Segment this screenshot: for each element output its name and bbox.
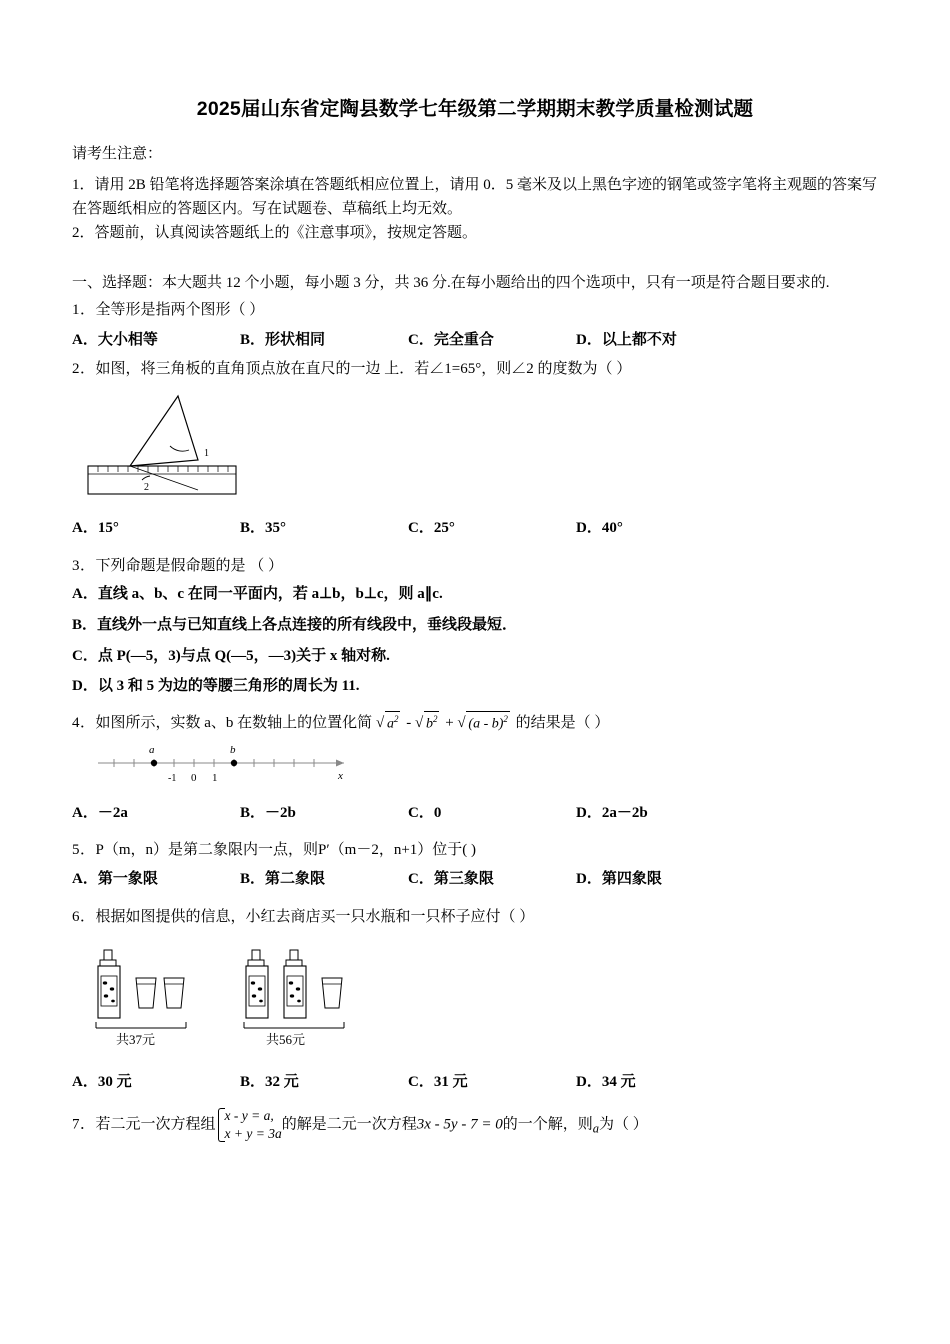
notice-item-2: 2．答题前，认真阅读答题纸上的《注意事项》，按规定答题。 xyxy=(72,225,478,242)
question-2-option-d: D．40° xyxy=(576,520,623,537)
question-5-options xyxy=(72,865,878,894)
question-5-text: P（m，n）是第二象限内一点，则P′（m－2，n+1）位于( ) xyxy=(95,842,477,859)
question-2-number: 2． xyxy=(72,361,96,378)
question-4-text-before: 如图所示，实数 a、b 在数轴上的位置化简 xyxy=(95,715,373,732)
question-4-text-after: 的结果是（ ） xyxy=(515,715,610,732)
notice-item-1: 1．请用 2B 铅笔将选择题答案涂填在答题纸相应位置上，请用 0．5 毫米及以上黑色字迹的钢笔或签字笔将主观题的答案写在答题纸相应的答题区内。写在试题卷、草稿纸上均无效。 xyxy=(72,176,878,217)
question-6-text: 根据如图提供的信息，小红去商店买一只水瓶和一只杯子应付（ ） xyxy=(95,908,535,925)
question-1-option-b: B．形状相同 xyxy=(240,331,326,348)
question-2-option-b: B．35° xyxy=(240,520,287,537)
label-b: b xyxy=(230,743,236,756)
question-4-option-a: A．－2a xyxy=(72,804,128,821)
question-4-number: 4． xyxy=(72,715,96,732)
question-2-text: 如图，将三角板的直角顶点放在直尺的一边 上．若∠1=65°，则∠2 的度数为（ ） xyxy=(95,361,632,378)
label-one: 1 xyxy=(212,771,218,784)
question-4-figure xyxy=(94,741,394,797)
question-3-option-a: A．直线 a、b、c 在同一平面内，若 a⊥b，b⊥c，则 a∥c. xyxy=(72,586,443,603)
question-4-option-b: B．－2b xyxy=(240,804,296,821)
angle-2-label: 2 xyxy=(144,482,149,494)
question-6-option-d: D．34 元 xyxy=(576,1074,636,1091)
section-heading: 一、选择题：本大题共 12 个小题，每小题 3 分，共 36 分.在每小题给出的四个选项中，只有一项是符合题目要求的. xyxy=(72,275,830,292)
notice-heading: 请考生注意： xyxy=(72,146,163,163)
label-neg1: -1 xyxy=(168,772,177,784)
page-title: 2025届山东省定陶县数学七年级第二学期期末教学质量检测试题 xyxy=(196,98,754,120)
question-5-option-a: A．第一象限 xyxy=(72,871,158,888)
angle-1-label: 1 xyxy=(204,448,209,460)
label-a: a xyxy=(149,743,155,756)
question-7-system xyxy=(216,1107,282,1143)
question-4-option-d: D．2a－2b xyxy=(576,804,648,821)
question-1-options xyxy=(72,326,878,355)
question-3-option-b: B．直线外一点与已知直线上各点连接的所有线段中，垂线段最短． xyxy=(72,616,518,633)
question-7-variable: a xyxy=(592,1121,599,1136)
minus-sign-1: - xyxy=(406,715,412,732)
plus-sign-1: + xyxy=(445,715,454,732)
system-line-1: x - y = a, xyxy=(224,1107,274,1123)
question-1-option-a: A．大小相等 xyxy=(72,331,158,348)
question-2-figure xyxy=(86,388,286,508)
question-7-text-after: 的一个解，则 xyxy=(502,1116,593,1133)
question-2-option-c: C．25° xyxy=(408,520,455,537)
question-3-number: 3． xyxy=(72,557,96,574)
question-7-text-end: 为（ ） xyxy=(598,1116,648,1133)
sqrt-a-squared: √ $a^2$ xyxy=(376,711,403,737)
number-line-diagram xyxy=(94,741,394,797)
question-7-text-before: 若二元一次方程组 xyxy=(95,1116,216,1133)
question-6-option-c: C．31 元 xyxy=(408,1074,468,1091)
question-7-number: 7． xyxy=(72,1116,96,1133)
question-5-option-b: B．第二象限 xyxy=(240,871,326,888)
question-6-options xyxy=(72,1068,878,1097)
question-7 xyxy=(72,1107,878,1143)
question-1 xyxy=(72,297,878,323)
question-1-number: 1． xyxy=(72,302,96,319)
sqrt-a-minus-b-squared: √ (a - b)$^2$ xyxy=(457,711,512,737)
question-3 xyxy=(72,553,878,579)
question-6 xyxy=(72,904,878,930)
system-line-2: x + y = 3a xyxy=(224,1125,282,1141)
question-6-number: 6． xyxy=(72,908,96,925)
question-4-options xyxy=(72,799,878,828)
label-zero: 0 xyxy=(191,771,197,784)
question-2-options xyxy=(72,514,878,543)
question-5-number: 5． xyxy=(72,842,96,859)
question-6-option-a: A．30 元 xyxy=(72,1074,132,1091)
triangle-ruler-diagram xyxy=(86,388,286,508)
question-1-option-c: C．完全重合 xyxy=(408,331,494,348)
question-4 xyxy=(72,710,878,737)
question-7-equation: 3x - 5y - 7 = 0 xyxy=(416,1116,503,1133)
label-axis-x: x xyxy=(338,769,343,782)
question-3-option-c: C．点 P(—5，3)与点 Q(—5，—3)关于 x 轴对称. xyxy=(72,647,390,664)
question-6-figure xyxy=(94,936,394,1066)
question-5-option-d: D．第四象限 xyxy=(576,871,662,888)
question-6-option-b: B．32 元 xyxy=(240,1074,299,1091)
question-2-option-a: A．15° xyxy=(72,520,119,537)
question-2 xyxy=(72,356,878,382)
question-7-text-middle: 的解是二元一次方程 xyxy=(281,1116,417,1133)
left-total-label: 共37元 xyxy=(116,1032,156,1048)
question-3-option-d: D．以 3 和 5 为边的等腰三角形的周长为 11. xyxy=(72,678,360,695)
question-4-option-c: C．0 xyxy=(408,804,442,821)
sqrt-b-squared: √ $b^2$ xyxy=(415,711,442,737)
question-1-option-d: D．以上都不对 xyxy=(576,331,677,348)
right-total-label: 共56元 xyxy=(266,1032,306,1048)
bottles-cups-diagram xyxy=(94,936,394,1066)
question-1-text: 全等形是指两个图形（ ） xyxy=(95,302,265,319)
question-5-option-c: C．第三象限 xyxy=(408,871,494,888)
question-5 xyxy=(72,837,878,863)
question-3-text: 下列命题是假命题的是 （ ） xyxy=(95,557,284,574)
